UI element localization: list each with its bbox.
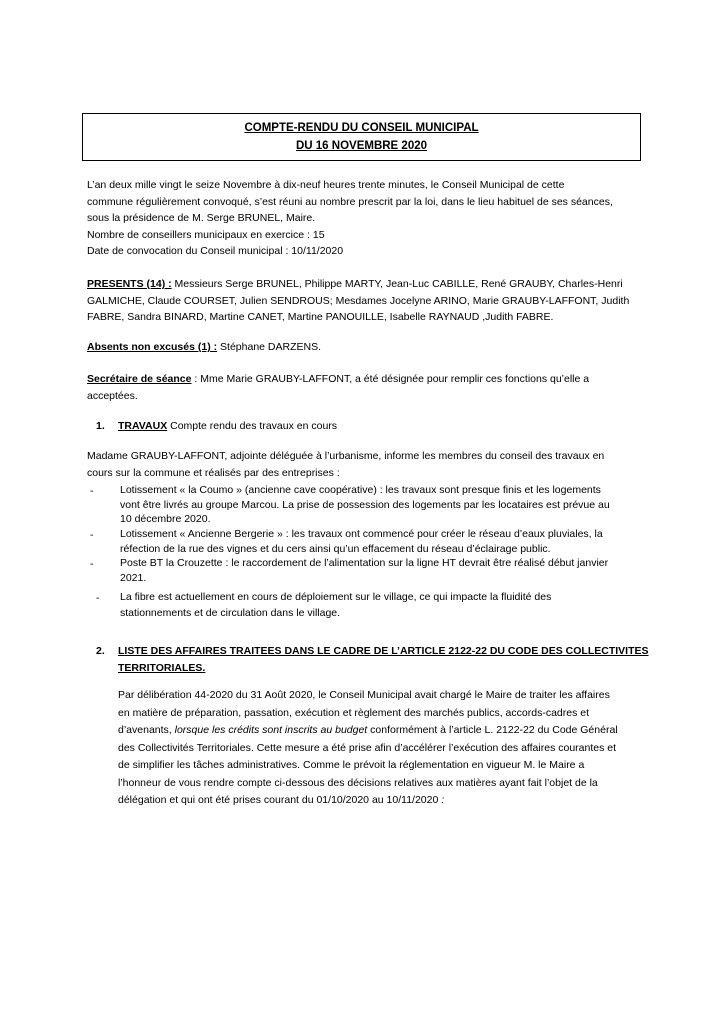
- section-1-heading: [96, 418, 656, 435]
- absents-paragraph: [87, 339, 647, 356]
- presents-text: Messieurs Serge BRUNEL, Philippe MARTY, Jean-Luc CABILLE, René GRAUBY, Charles-Henri: [171, 278, 623, 290]
- bullet-line: Lotissement « la Coumo » (ancienne cave coopérative) : les travaux sont presque finis et les logements: [120, 484, 601, 496]
- intro-line: L’an deux mille vingt le seize Novembre à dix-neuf heures trente minutes, le Conseil Municipal de cette: [87, 179, 565, 191]
- bullet-line: La fibre est actuellement en cours de déploiement sur le village, ce qui impacte la fluidité des: [120, 591, 552, 603]
- intro-line: commune régulièrement convoqué, s’est réuni au nombre prescrit par la loi, dans le lieu habituel de ses séances,: [87, 195, 613, 208]
- paragraph-text: d’avenants,: [118, 724, 175, 736]
- title-box: [82, 113, 641, 161]
- bullet-line: 10 décembre 2020.: [120, 513, 211, 525]
- secretaire-text: : Mme Marie GRAUBY-LAFFONT, a été désignée pour remplir ces fonctions qu’elle a: [191, 373, 590, 385]
- emphasis-text: lorsque les crédits sont inscrits au budget: [174, 724, 368, 736]
- secretaire-text: acceptées.: [87, 389, 138, 402]
- bullet-line: réfection de la rue des vignes et du cers ainsi qu’un effacement du réseau d’éclairage public.: [120, 542, 551, 555]
- bullet-line: Poste BT la Crouzette : le raccordement de l’alimentation sur la ligne HT devrait être réalisé début janvier: [120, 557, 609, 569]
- paragraph-line: de simplifier les tâches administratives. Comme le prévoit la réglementation en vigueur M. le Maire a: [118, 759, 585, 771]
- bullet-line: 2021.: [120, 571, 147, 584]
- paragraph-line: des Collectivités Territoriales. Cette mesure a été prise afin d’accélérer l’exécution des affaires courantes et: [118, 741, 617, 754]
- intro-line: Date de convocation du Conseil municipal : 10/11/2020: [87, 245, 344, 257]
- section-1-paragraph: [87, 448, 647, 481]
- paragraph-line: l’honneur de vous rendre compte ci-dessous des décisions relatives aux matières ayant fait l’objet de la: [118, 776, 598, 789]
- intro-line: sous la présidence de M. Serge BRUNEL, Maire.: [87, 212, 316, 224]
- section-title: TRAVAUX: [118, 420, 168, 432]
- absents-text: Stéphane DARZENS.: [217, 341, 322, 353]
- bullet-dash: -: [90, 558, 94, 570]
- bullet-line: Lotissement « Ancienne Bergerie » : les travaux ont commencé pour créer le réseau d’eaux pluviales, la: [120, 528, 603, 540]
- section-subtitle: Compte rendu des travaux en cours: [167, 420, 338, 432]
- bullet-line: vont être livrés au groupe Marcou. La prise de possession des logements par les locataires est prévue au: [120, 498, 610, 511]
- bullet-dash: -: [90, 529, 94, 541]
- bullet-dash: -: [90, 485, 94, 497]
- paragraph-line: Madame GRAUBY-LAFFONT, adjointe déléguée à l’urbanisme, informe les membres du conseil des travaux en: [87, 450, 605, 462]
- bullet-line: stationnements et de circulation dans le village.: [120, 606, 341, 619]
- section-number: 1.: [96, 420, 105, 432]
- section-title: TERRITORIALES.: [118, 661, 206, 674]
- title-line-2: DU 16 NOVEMBRE 2020: [295, 140, 428, 152]
- paragraph-text: délégation et qui ont été prises courant du 01/10/2020 au 10/11/2020: [118, 794, 439, 806]
- intro-line: Nombre de conseillers municipaux en exercice : 15: [87, 228, 325, 241]
- section-title: LISTE DES AFFAIRES TRAITEES DANS LE CADRE DE L’ARTICLE 2122-22 DU CODE DES COLLECTIVITES: [118, 645, 649, 657]
- paragraph-text: conformément à l’article L. 2122-22 du Code Général: [367, 724, 618, 736]
- presents-label: PRESENTS (14) :: [87, 278, 172, 290]
- secretaire-label: Secrétaire de séance: [87, 373, 192, 385]
- emphasis-text: :: [438, 794, 445, 806]
- section-2-paragraph: [118, 687, 638, 810]
- presents-paragraph: [87, 276, 647, 326]
- secretaire-paragraph: [87, 371, 647, 404]
- bullet-dash: -: [96, 592, 100, 604]
- title-line-1: COMPTE-RENDU DU CONSEIL MUNICIPAL: [244, 122, 479, 134]
- intro-paragraph: [87, 177, 647, 260]
- paragraph-line: cours sur la commune et réalisés par des entreprises :: [87, 466, 340, 479]
- presents-text: GALMICHE, Claude COURSET, Julien SENDROUS; Mesdames Jocelyne ARINO, Marie GRAUBY-LAFFONT, Judith: [87, 294, 630, 307]
- section-number: 2.: [96, 645, 105, 657]
- absents-label: Absents non excusés (1) :: [87, 341, 218, 353]
- presents-text: FABRE, Sandra BINARD, Martine CANET, Martine PANOUILLE, Isabelle RAYNAUD ,Judith FABRE.: [87, 311, 554, 323]
- paragraph-line: en matière de préparation, passation, exécution et règlement des marchés publics, accords-cadres et: [118, 706, 590, 719]
- paragraph-line: Par délibération 44-2020 du 31 Août 2020, le Conseil Municipal avait chargé le Maire de traiter les affaires: [118, 689, 610, 701]
